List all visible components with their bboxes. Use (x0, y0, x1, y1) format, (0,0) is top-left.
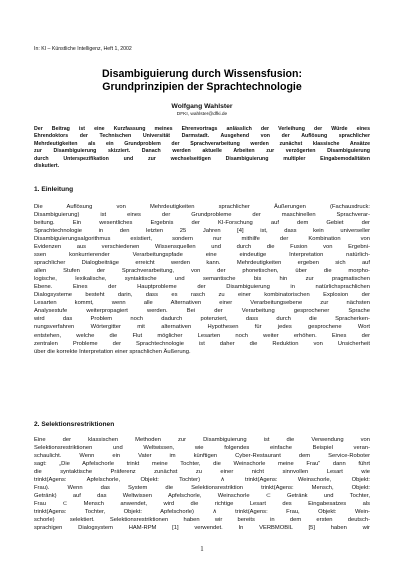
abstract-line: durch Unterspezifikation und zur wechselseitigen Disambiguierung multipler Eingabemodalitäten (34, 155, 370, 162)
body-line: trinkt(Agens: Apfelschorle, Objekt: Tochter) ∧ trinkt(Agens: Weinschorle, Objekt: (34, 477, 370, 484)
body-line: schorle) selektiert. Selektionsrestriktionen haben wir bereits in dem ersten deutsch- (34, 517, 370, 524)
body-line: sprachlicher Dialogbeiträge erreicht werden kann. Mehrdeutigkeiten ergeben sich auf (34, 260, 370, 267)
paper-title (34, 68, 370, 93)
section-body-selektionsrestriktionen (34, 436, 370, 532)
body-line: schaulicht. Wenn ein Vater im künftigen Cyber-Restaurant dem Service-Roboter (34, 453, 370, 460)
body-line: zentralen Probleme der Sprachtechnologie ist daher die Reduktion von Unsicherheit (34, 340, 370, 347)
title-line: Disambiguierung durch Wissensfusion: (101, 68, 303, 80)
body-line: entstehen, welche die Flut möglicher Lesarten noch weiter erhöhen. Eines der (34, 332, 370, 339)
body-line: Ebene. Eines der Hauptprobleme der Disambiguierung in natürlichsprachlichen (34, 284, 370, 291)
body-line: sagt: „Die Apfelschorle trinkt meine Tochter, die Weinschorle meine Frau“ dann führt (34, 461, 370, 468)
body-line: Evidenzen aus verschiedenen Wissensquellen und durch die Fusion von Ergebni- (34, 244, 370, 251)
body-line: nungsverfahren Wörtergitter mit alternativen Hypothesen für jedes gesprochene Wort (34, 324, 370, 331)
body-line: Frau ⊂ Mensch anwendet, wird die richtige Lesart des Eingabesatzes als (34, 501, 370, 508)
section-heading-selektionsrestriktionen: 2. Selektionsrestriktionen (34, 421, 115, 428)
body-line: Dialogsysteme besteht darin, dass es rasch zu einer kombinatorischen Explosion der (34, 292, 370, 299)
author-name: Wolfgang Wahlster (171, 103, 233, 110)
body-line: ssen konkurrierender Verarbeitungspfade eine eindeutige Interpretation natürlich- (34, 252, 370, 259)
body-line: wird das Problem noch dadurch potenziert, dass durch die Spracherken- (34, 316, 370, 323)
abstract-line: Ehrendoktors der Technischen Universität Darmstadt. Ausgehend von der Auflösung sprachlicher (34, 133, 370, 140)
body-line: Sprachtechnologie in den letzten 25 Jahren [4] ist, dass kein universeller (34, 228, 370, 235)
body-line: sprachigen Dialogsystem HAM-RPM [1] verwendet. In VERBMOBIL [5] haben wir (34, 525, 370, 532)
body-line: Lesarten kommt, wenn alle Alternativen einer Verarbeitungsebene zur nächsten (34, 300, 370, 307)
body-line: Disambiguierung) ist eines der Grundprobleme der maschinellen Sprachverar- (34, 212, 370, 219)
body-line: Frau). Wenn das System die Selektionsrestriktion trinkt(Agens: Mensch, Objekt: (34, 485, 370, 492)
body-line: Eine der klassischen Methoden zur Disambiguierung ist die Verwendung von (34, 437, 370, 443)
body-line: logische, lexikalische, syntaktische und semantische bis hin zur pragmatischen (34, 276, 370, 283)
abstract-line: Mehrdeutigkeiten als ein Grundproblem der Sprachverarbeitung werden zunächst klassische Ansätze (34, 140, 370, 147)
body-line: über die korrekte Interpretation einer sprachlichen Äußerung. (34, 348, 191, 355)
section-heading-einleitung: 1. Einleitung (34, 186, 74, 193)
body-line: Die Auflösung von Mehrdeutigkeiten sprachlicher Äußerungen (Fachausdruck: (34, 204, 370, 210)
body-line: beitung. Ein wesentliches Ergebnis der KI-Forschung auf dem Gebiet der (34, 220, 370, 227)
abstract (34, 126, 370, 171)
body-line: Getränk) auf das Weltwissen Apfelschorle, Weinschorle ⊂ Getränk und Tochter, (34, 493, 370, 500)
body-line: die syntaktische Präferenz zunächst zu einer nicht sinnvollen Lesart wie (34, 469, 370, 476)
body-line: allen Stufen der Sprachverarbeitung, von der phonetischen, über die morpho- (34, 268, 370, 275)
body-line: Analysestufe weiterpropagiert werden. Bei der Verarbeitung gesprochener Sprache (34, 308, 370, 315)
body-line: Selektionsrestriktionen und Weltwissen, wie folgendes einfache Beispiel veran- (34, 445, 370, 452)
body-line: trinkt(Agens: Tochter, Objekt: Apfelschorle) ∧ trinkt(Agens: Frau, Objekt: Wein- (34, 509, 370, 516)
abstract-line: diskutiert. (34, 163, 60, 170)
body-line: Disambiguierungsalgorithmus existiert, sondern nur mithilfe der Kombination von (34, 236, 370, 243)
abstract-line: zur Disambiguierung skizziert. Danach werden aktuelle Arbeiten zur verzögerten Disambiguierung (34, 148, 370, 155)
journal-reference: In: KI – Künstliche Intelligenz, Heft 1, 2002 (34, 46, 132, 52)
page-number: 1 (200, 546, 204, 553)
title-line: Grundprinzipien der Sprachtechnologie (102, 80, 302, 93)
abstract-line: Der Beitrag ist eine Kurzfassung meines Ehrenvortrags anlässlich der Verleihung der Würde eines (34, 126, 370, 132)
author-affiliation: DFKI, wahlster@dfki.de (176, 112, 228, 117)
section-body-einleitung (34, 203, 370, 356)
